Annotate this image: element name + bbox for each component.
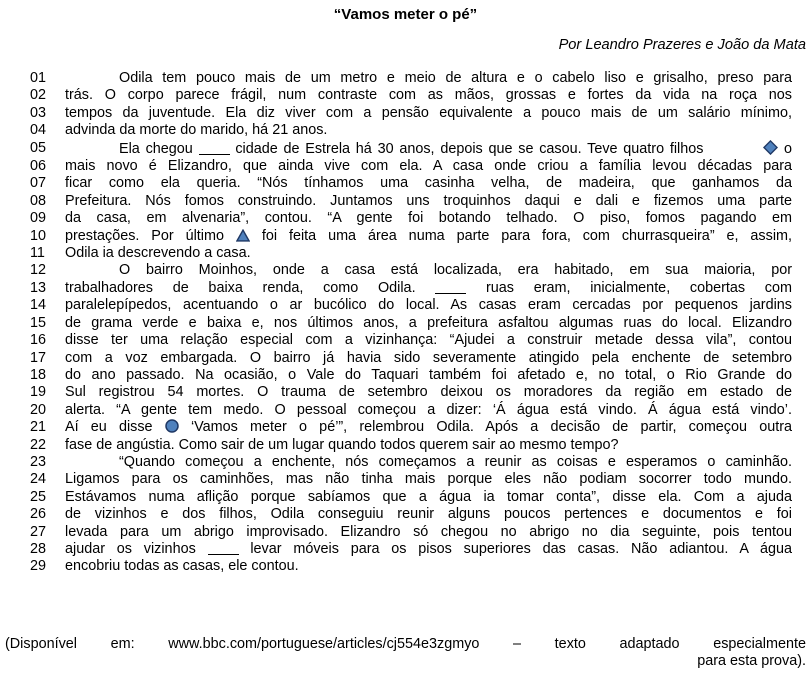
text-body xyxy=(0,70,811,576)
text-segment: Odila tem pouco mais de um metro e meio de altura e o cabelo liso e grisalho, preso para xyxy=(119,70,792,86)
text-line xyxy=(0,158,811,175)
text-segment: prestações. Por último xyxy=(65,227,224,244)
line-number: 27 xyxy=(30,523,47,540)
text-line xyxy=(0,558,811,575)
text-segment: trabalhadores de baixa renda, como Odila. xyxy=(65,279,416,296)
text-line xyxy=(0,524,811,541)
line-text xyxy=(65,262,792,279)
text-line xyxy=(0,122,811,139)
text-line xyxy=(0,193,811,210)
text-segment: ruas eram, inicialmente, cobertas com xyxy=(486,279,792,296)
text-segment: ficar como ela queria. “Nós tínhamos uma casinha velha, de madeira, que ganhamos da xyxy=(65,175,792,192)
text-segment: da casa, em alvenaria”, contou. “A gente foi botando telhado. O piso, fomos pagando em xyxy=(65,210,792,227)
line-text xyxy=(65,228,792,245)
line-number: 06 xyxy=(30,158,47,175)
line-text xyxy=(65,454,792,471)
text-line xyxy=(0,437,811,454)
line-number: 12 xyxy=(30,262,47,279)
line-text xyxy=(65,437,792,454)
line-text xyxy=(65,315,792,332)
line-number: 09 xyxy=(30,210,47,227)
line-text xyxy=(65,193,792,210)
text-segment: de grama verde e baixa e, nos últimos anos, a prefeitura asfaltou algumas ruas do local. Elizandro xyxy=(65,314,792,331)
line-text xyxy=(65,350,792,367)
text-segment: paralelepípedos, acentuando o ar bucólico do local. As casas eram cercadas por pequenos jardins xyxy=(65,297,792,314)
text-line xyxy=(0,402,811,419)
line-text xyxy=(65,140,792,158)
text-line xyxy=(0,350,811,367)
line-text xyxy=(65,367,792,384)
fill-in-blank xyxy=(199,143,230,155)
text-line xyxy=(0,506,811,523)
line-text xyxy=(65,402,792,419)
line-number: 08 xyxy=(30,192,47,209)
text-line xyxy=(0,541,811,558)
line-text xyxy=(65,70,792,87)
line-text xyxy=(65,280,792,297)
text-line xyxy=(0,228,811,245)
fill-in-blank xyxy=(435,282,466,294)
line-text xyxy=(65,384,792,401)
text-segment: O bairro Moinhos, onde a casa está localizada, era habitado, em sua maioria, por xyxy=(119,262,792,279)
text-segment: trás. O corpo parece frágil, num contraste com as mãos, grossas e fortes da vida na roça nos xyxy=(65,87,792,104)
line-text xyxy=(65,175,792,192)
text-line xyxy=(0,70,811,87)
text-segment: ‘Vamos meter o pé’”, relembrou Odila. Após a decisão de partir, começou outra xyxy=(190,419,792,436)
text-line xyxy=(0,280,811,297)
text-segment: Aí eu disse xyxy=(65,419,153,436)
line-number: 10 xyxy=(30,227,47,244)
text-segment: levar móveis para os pisos superiores das casas. Não adiantou. A água xyxy=(250,540,793,557)
circle-icon xyxy=(165,419,179,433)
text-line xyxy=(0,175,811,192)
text-segment: com a voz embargada. O bairro já havia sido severamente atingido pela enchente de setembro xyxy=(65,349,792,366)
source-note-line1: (Disponível em: www.bbc.com/portuguese/articles/cj554e3zgmyo – texto adaptado especialmente xyxy=(5,635,806,652)
line-number: 26 xyxy=(30,506,47,523)
diamond-icon xyxy=(709,140,778,155)
line-number: 14 xyxy=(30,297,47,314)
source-note-line2: para esta prova). xyxy=(697,653,806,670)
triangle-icon xyxy=(236,229,250,242)
line-number: 20 xyxy=(30,401,47,418)
line-number: 16 xyxy=(30,332,47,349)
text-line xyxy=(0,471,811,488)
line-number: 01 xyxy=(30,70,47,86)
line-number: 07 xyxy=(30,175,47,192)
text-segment: disse ter uma relação especial com a vizinhança: “Ajudei a construir metade dessa vila”, contou xyxy=(65,332,792,349)
line-text xyxy=(65,489,792,506)
line-text xyxy=(65,122,792,139)
line-number: 02 xyxy=(30,87,47,104)
line-text xyxy=(65,332,792,349)
text-segment: de vizinhos e dos filhos, Odila conseguiu reunir alguns poucos pertences e documentos e foi xyxy=(65,506,792,523)
line-text xyxy=(65,419,792,436)
text-line xyxy=(0,367,811,384)
line-number: 28 xyxy=(30,540,47,557)
text-segment: levada para um abrigo improvisado. Elizandro só chegou no abrigo no dia seguinte, pois tentou xyxy=(65,523,792,540)
text-line xyxy=(0,140,811,158)
text-line xyxy=(0,262,811,279)
text-segment: Ligamos para os caminhões, mas não tinha mais porque eles não podiam socorrer todo mundo. xyxy=(65,471,792,488)
line-text xyxy=(65,541,792,558)
text-line xyxy=(0,489,811,506)
line-text xyxy=(65,471,792,488)
line-number: 15 xyxy=(30,314,47,331)
text-segment: alerta. “A gente tem medo. O pessoal começou a dizer: ‘Á água está vindo. Á água está vindo’. xyxy=(65,401,792,418)
line-text xyxy=(65,105,792,122)
text-segment: “Quando começou a enchente, nós começamos a reunir as coisas e esperamos o caminhão. xyxy=(119,453,792,470)
text-line xyxy=(0,105,811,122)
text-segment: Sul registrou 54 mortes. O trauma de setembro deixou os moradores da região em estado de xyxy=(65,384,792,401)
line-number: 13 xyxy=(30,279,47,296)
line-text xyxy=(65,87,792,104)
source-note xyxy=(0,636,811,671)
line-text xyxy=(65,297,792,314)
line-text xyxy=(65,524,792,541)
line-number: 18 xyxy=(30,366,47,383)
text-segment: tempos da juventude. Ela diz viver com a pensão equivalente a pouco mais de um salário mínimo, xyxy=(65,104,792,121)
text-line xyxy=(0,297,811,314)
fill-in-blank xyxy=(208,543,239,555)
line-text xyxy=(65,210,792,227)
text-line xyxy=(0,419,811,436)
text-segment: Prefeitura. Nós fomos construindo. Juntamos uns troquinhos daqui e dali e fizemos uma parte xyxy=(65,192,792,209)
text-segment: fase de angústia. Como sair de um lugar quando todos querem sair ao mesmo tempo? xyxy=(65,436,619,453)
line-text xyxy=(65,506,792,523)
text-line xyxy=(0,384,811,401)
text-segment: Odila ia descrevendo a casa. xyxy=(65,245,251,262)
line-text xyxy=(65,245,792,262)
text-line xyxy=(0,210,811,227)
text-line xyxy=(0,87,811,104)
line-number: 24 xyxy=(30,471,47,488)
page-title: “Vamos meter o pé” xyxy=(333,6,478,23)
text-segment: do ano passado. Na ocasião, o Vale do Taquari também foi afetado e, no total, o Rio Grande do xyxy=(65,366,792,383)
line-number: 05 xyxy=(30,139,47,156)
line-number: 29 xyxy=(30,558,47,575)
text-line xyxy=(0,454,811,471)
text-segment: Estávamos numa aflição porque sabíamos que a água ia tomar conta”, disse ela. Com a ajuda xyxy=(65,488,792,505)
byline: Por Leandro Prazeres e João da Mata xyxy=(558,37,806,53)
text-segment: foi feita uma área numa parte para fora, com churrasqueira” e, assim, xyxy=(261,227,793,244)
text-segment: Ela chegou xyxy=(119,140,193,157)
text-line xyxy=(0,245,811,262)
text-line xyxy=(0,332,811,349)
text-line xyxy=(0,315,811,332)
line-number: 17 xyxy=(30,349,47,366)
text-segment: cidade de Estrela há 30 anos, depois que se casou. Teve quatro filhos xyxy=(235,140,704,157)
line-number: 04 xyxy=(30,122,47,139)
text-segment: o xyxy=(783,140,792,157)
line-number: 23 xyxy=(30,453,47,470)
line-text xyxy=(65,558,792,575)
line-number: 19 xyxy=(30,384,47,401)
line-number: 11 xyxy=(30,245,45,262)
line-number: 21 xyxy=(30,419,47,436)
line-number: 25 xyxy=(30,488,47,505)
line-number: 03 xyxy=(30,104,47,121)
text-segment: mais novo é Elizandro, que ainda vive com ela. A casa onde criou a família levou décadas para xyxy=(65,158,792,175)
text-segment: ajudar os vizinhos xyxy=(65,540,196,557)
line-text xyxy=(65,158,792,175)
text-segment: encobriu todas as casas, ele contou. xyxy=(65,558,299,575)
text-segment: advinda da morte do marido, há 21 anos. xyxy=(65,122,328,139)
line-number: 22 xyxy=(30,436,47,453)
